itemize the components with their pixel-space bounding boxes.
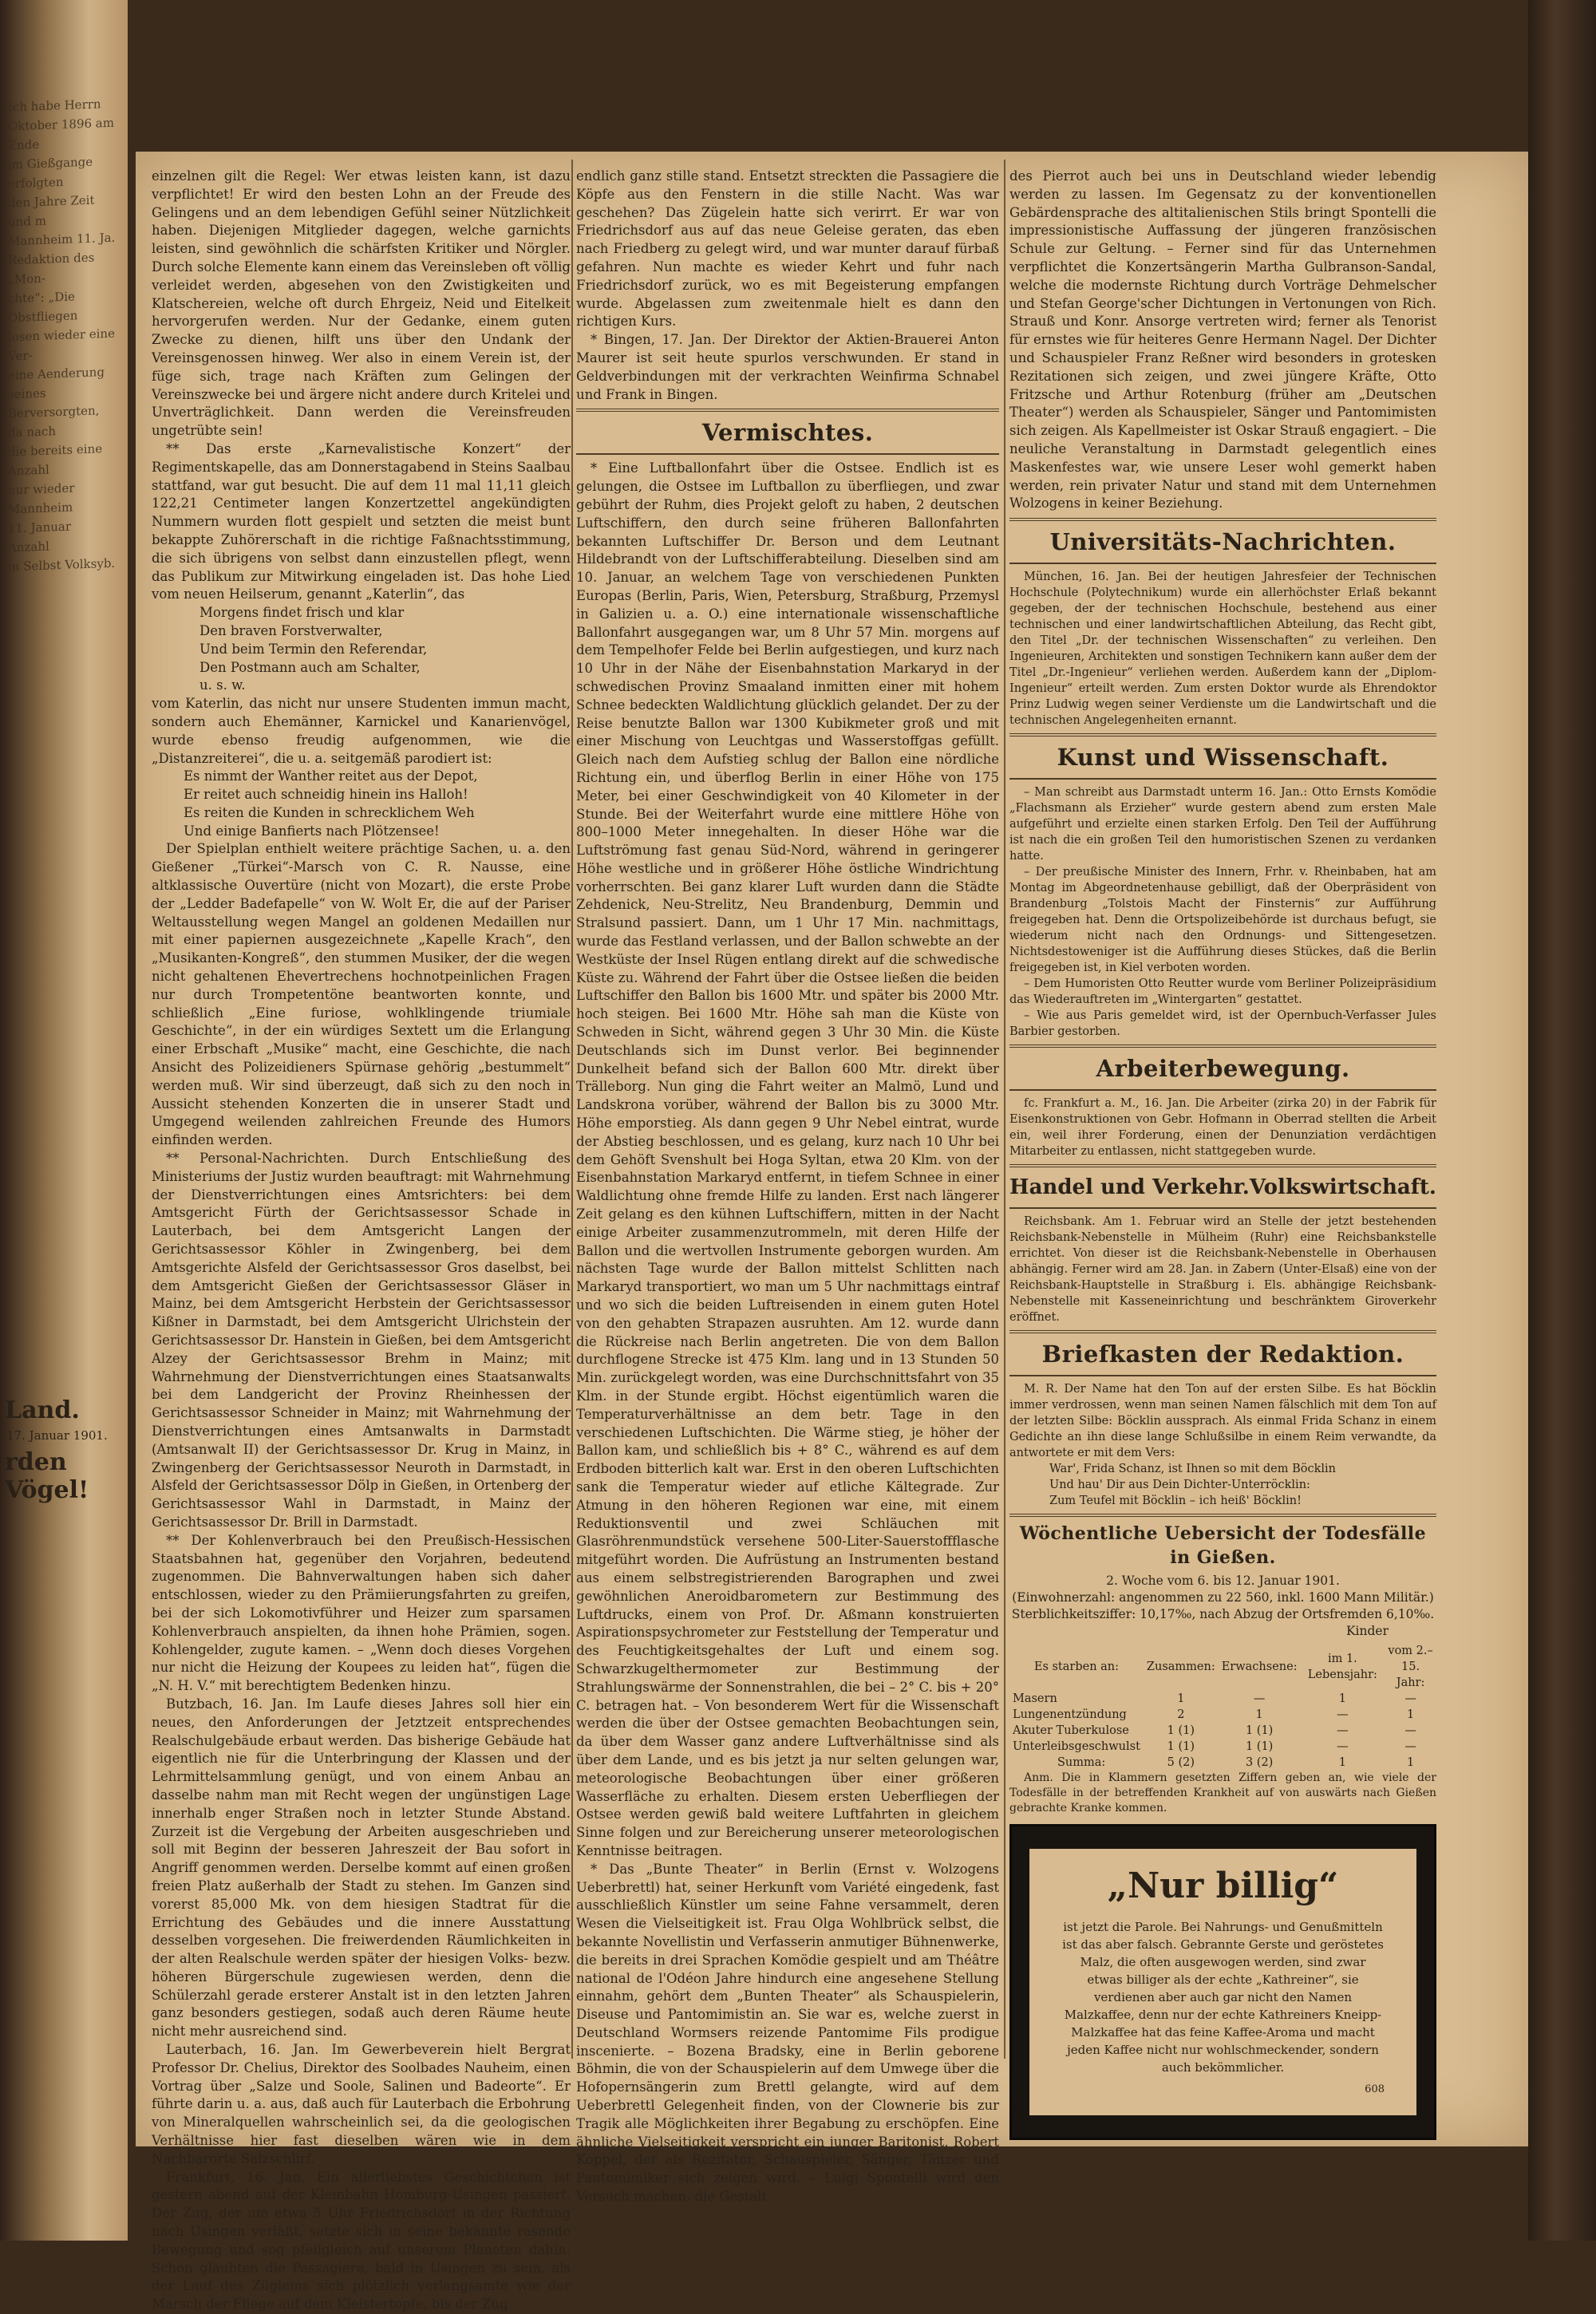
section-heading-universitaet: Universitäts-Nachrichten. bbox=[1049, 528, 1396, 556]
table-cell: 1 bbox=[1338, 1692, 1346, 1706]
section-rule bbox=[1009, 1164, 1436, 1167]
section-heading-arbeiter: Arbeiterbewegung. bbox=[1096, 1055, 1350, 1083]
table-header-cell: Es starben an: bbox=[1033, 1660, 1120, 1674]
table-row bbox=[1009, 1707, 1436, 1723]
left-page-date: 17. Januar 1901. bbox=[6, 1428, 108, 1443]
verse: Es nimmt der Wanther reitet aus der Depot, Er reitet auch schneidig hinein ins Halloh! Es reiten die Kunden in schrecklichem Weh Und einige Banfierts nach Plötzensee! bbox=[184, 768, 478, 839]
table-cell: 1 bbox=[1255, 1708, 1263, 1722]
column-1 bbox=[152, 168, 571, 2312]
todesfaelle-population: (Einwohnerzahl: angenommen zu 22 560, inkl. 1600 Mann Militär.) bbox=[1012, 1590, 1434, 1605]
table-header-cell: im 1. Lebensjahr: bbox=[1307, 1653, 1377, 1682]
table-header-cell: Erwachsene: bbox=[1221, 1660, 1298, 1674]
table-cell: — bbox=[1404, 1740, 1416, 1754]
todesfaelle-table bbox=[1009, 1643, 1436, 1771]
section-heading-volkswirtschaft: Volkswirtschaft. bbox=[1249, 1175, 1436, 1200]
verse: War', Frida Schanz, ist Ihnen so mit dem Böcklin Und hau' Dir aus Dein Dichter-Unterröcklin: Zum Teufel mit Böcklin – ich heiß' Böcklin! bbox=[1049, 1463, 1337, 1508]
article-paragraph: ** Das erste „Karnevalistische Konzert“ der Regimentskapelle, das am Donnerstagabend in Steins Saalbau stattfand, war gut besucht. Die auf dem 11 mal 11,11 gleich 122,21 Centimeter langen Konzertzettel angekündigten Nummern wurden flott gespielt und setzten die meist bunt bekappte Zuhörerschaft in die richtige Faßnachtsstimmung, die sich übrigens von selbst dann einzustellen pflegt, wenn das Publikum zur Mitwirkung eingeladen ist. Das hohe Lied vom neuen Heilserum, genannt „Katerlin“, das bbox=[152, 440, 571, 602]
table-cell: — bbox=[1337, 1724, 1349, 1738]
table-cell: 2 bbox=[1177, 1708, 1185, 1722]
article-paragraph: – Dem Humoristen Otto Reutter wurde vom Berliner Polizeipräsidium das Wiederauftreten im „Wintergarten“ gestattet. bbox=[1009, 977, 1436, 1007]
column-3 bbox=[1009, 168, 1436, 2095]
section-rule bbox=[576, 453, 999, 455]
table-cell: Unterleibsgeschwulst bbox=[1013, 1740, 1140, 1754]
section-rule bbox=[1009, 733, 1436, 736]
section-rule bbox=[1009, 563, 1436, 564]
article-paragraph: Lauterbach, 16. Jan. Im Gewerbeverein hielt Bergrat Professor Dr. Chelius, Direktor des Soolbades Nauheim, einen Vortrag über „Salze und Soole, Salinen und Badeorte“. Er führte darin u. a. aus, daß auch für Lauterbach die Erbohrung von Mineralquellen wahrscheinlich sei, da die geologischen Verhältnisse hier fast dieselben wären wie in dem Nachbarorte Salzschlirf. bbox=[152, 2042, 571, 2166]
section-heading-kunst: Kunst und Wissenschaft. bbox=[1057, 744, 1389, 772]
section-rule bbox=[1009, 1207, 1436, 1209]
table-cell: Akuter Tuberkulose bbox=[1013, 1724, 1129, 1738]
article-paragraph: – Der preußische Minister des Innern, Frhr. v. Rheinbaben, hat am Montag im Abgeordnetenhause gebilligt, daß der Oberpräsident von Brandenburg „Tolstois Macht der Finsternis“ zur Aufführung freigegeben hat. Denn die Ortspolizeibehörde ist durchaus befugt, sie wiederum nicht nach den Ordnungs- und Sittengesetzen. Nichtsdestoweniger ist die Aufführung dieses Stückes, daß die Berlin freigegeben ist, in Kiel verboten worden. bbox=[1009, 866, 1436, 975]
section-rule bbox=[576, 409, 999, 412]
article-paragraph: vom Katerlin, das nicht nur unsere Studenten immun macht, sondern auch Ehemänner, Karnickel und Kanarienvögel, wurde ebenso freudig aufgenommen, wie die „Distanzreiterei“, die u. a. seitgemäß parodiert ist: bbox=[152, 696, 571, 766]
table-cell: 5 (2) bbox=[1167, 1756, 1195, 1770]
section-heading-handel: Handel und Verkehr. bbox=[1009, 1175, 1250, 1200]
todesfaelle-note: Anm. Die in Klammern gesetzten Ziffern geben an, wie viele der Todesfälle in der betreffenden Krankheit auf von auswärts nach Gießen gebrachte Kranke kommen. bbox=[1009, 1771, 1436, 1815]
table-header-cell: Zusammen: bbox=[1146, 1660, 1215, 1674]
article-paragraph: – Wie aus Paris gemeldet wird, ist der Opernbuch-Verfasser Jules Barbier gestorben. bbox=[1009, 1009, 1436, 1039]
article-paragraph: einzelnen gilt die Regel: Wer etwas leisten kann, ist dazu verpflichtet! Er wird den besten Lohn an der Freude des Gelingens und an dem lebendigen Gefühl seiner Nützlichkeit haben. Diejenigen Mitglieder dagegen, welche garnichts leisten, sind gewöhnlich die schärfsten Kritiker und Nörgler. Durch solche Elemente kann einem das Vereinsleben oft völlig verleidet werden, abgesehen von den Zwistigkeiten und Klatschereien, welche oft durch Ehrgeiz, Neid und Eitelkeit hervorgerufen werden. Nur der Gedanke, einem guten Zwecke zu dienen, hilft uns über den Undank der Vereinsgenossen hinweg. Wer also in einem Verein ist, der füge sich, trage nach Kräften zum Gelingen der Vereinszwecke bei und ärgere nicht andere durch Kritelei und Unverträglichkeit. Dann werden die Vereinsfreuden ungetrübte sein! bbox=[152, 168, 571, 439]
table-cell: 1 bbox=[1177, 1692, 1185, 1706]
article-paragraph: Der Spielplan enthielt weitere prächtige Sachen, u. a. den Gießener „Türkei“-Marsch von C. R. Nausse, eine altklassische Ouvertüre (nicht von Mozart), die erste Probe der „Ledder Badefapelle“ von W. Wolt Er, die auf der Pariser Weltausstellung wegen Mangel an goldenen Medaillen nur mit einer papiernen ausgezeichnete „Kapelle Krach“, den „Musikanten-Kongreß“, den stummen Musiker, der die wegen nicht gehaltenen Ehevertrechens hochnotpeinlichen Fragen nur durch Trompetentöne beantworten konnte, und schließlich „Eine furiose, wohlklingende triumiale Geschichte“, in der ein würdiges Sextett um die Erlangung einer Erbschaft „Musike“ macht, eine Geschichte, die nach Ansicht des Polizeidieners Spürnase gehörig „bestummelt“ werden muß. Wir sind überzeugt, daß sich zu den noch in Aussicht stehenden Konzerten die in unserer Stadt und Umgegend weilenden zahlreichen Freunde des Humors einfinden werden. bbox=[152, 841, 571, 1148]
article-paragraph: Reichsbank. Am 1. Februar wird an Stelle der jetzt bestehenden Reichsbank-Nebenstelle in Mülheim (Ruhr) eine Reichsbankstelle errichtet. Von dieser ist die Reichsbank-Nebenstelle in Oberhausen abhängig. Ferner wird am 28. Jan. in Zabern (Unter-Elsaß) eine von der Reichsbank-Hauptstelle in Straßburg i. Els. abhängige Reichsbank-Nebenstelle mit Kasseneinrichtung und beschränktem Giroverkehr eröffnet. bbox=[1009, 1215, 1436, 1325]
table-cell: 1 (1) bbox=[1167, 1724, 1195, 1738]
table-cell: — bbox=[1337, 1708, 1349, 1722]
advertisement-inner bbox=[1029, 1849, 1416, 2115]
article-paragraph: Butzbach, 16. Jan. Im Laufe dieses Jahres soll hier ein neues, den Anforderungen der Jetztzeit entsprechendes Realschulgebäude erbaut werden. Das bisherige Gebäude hat eigentlich nie für die Unterbringung der Klassen und der Lehrmittelsammlung genügt, und von einem Anbau an dasselbe nahm man mit Recht wegen der ungünstigen Lage innerhalb enger Straßen noch in letzter Stunde Abstand. Zurzeit ist die Vergebung der Arbeiten ausgeschrieben und soll mit Beginn der besseren Jahreszeit der Bau sofort in Angriff genommen werden. Derselbe kommt auf einen großen freien Platz außerhalb der Stadt zu stehen. Im Ganzen sind vorerst 85,000 Mk. von dem hiesigen Stadtrat für die Errichtung des Gebäudes und die innere Ausstattung desselben vorgesehen. Die freiwerdenden Räumlichkeiten in der alten Realschule werden später der hiesigen Volks- bezw. höheren Bürgerschule zugewiesen werden, denn die Schülerzahl gerade ersterer Anstalt ist in den letzten Jahren ganz besonders gestiegen, sodaß auch deren Räume heute nicht mehr ausreichend sind. bbox=[152, 1696, 571, 2040]
todesfaelle-rate: Sterblichkeitsziffer: 10,17‰, nach Abzug der Ortsfremden 6,10‰. bbox=[1011, 1607, 1435, 1622]
advertisement-body: ist jetzt die Parole. Bei Nahrungs- und Genußmitteln ist das aber falsch. Gebrannte Gerste und geröstetes Malz, die often ausgewogen werden, sind zwar etwas billiger als der echte „Kathreiner“, sie verdienen aber auch gar nicht den Namen Malzkaffee, denn nur der echte Kathreiners Kneipp-Malzkaffee hat das feine Kaffee-Aroma und macht jeden Kaffee nicht nur wohlschmeckender, sondern auch bekömmlicher. bbox=[1062, 1919, 1384, 2075]
table-cell: 1 bbox=[1406, 1756, 1415, 1770]
verse: Morgens findet frisch und klar Den braven Forstverwalter, Und beim Termin den Referendar, Den Postmann auch am Schalter, u. s. w. bbox=[200, 605, 428, 693]
column-rule bbox=[1004, 160, 1005, 2059]
table-cell: 1 (1) bbox=[1167, 1740, 1195, 1754]
table-cell: — bbox=[1337, 1740, 1349, 1754]
article-paragraph: Frankfurt, 16. Jan. Ein allerliebstes Geschichtchen ist gestern abend auf der Kleinbahn Homburg-Usingen passiert. Der Zug, der um etwa 5 Uhr Friedrichsdorf in der Richtung nach Usingen verläßt, setzte sich in seine bekannte rasende Bewegung und sog pfeilgleich auf unserem Planeten dahin. Schon glaubten die Passagiere, bald in Usingen zu sein, als der Lauf des Zügleins sich plötzlich verlangsamte wie der Marsch der Fliege auf dem Kleistertopfe, bis der Zug bbox=[152, 2169, 571, 2312]
table-row bbox=[1009, 1739, 1436, 1755]
column-2 bbox=[576, 168, 999, 2205]
article-paragraph: – Man schreibt aus Darmstadt unterm 16. Jan.: Otto Ernsts Komödie „Flachsmann als Erzieher“ wurde gestern abend zum ersten Male aufgeführt und erzielte einen starken Erfolg. Den Teil der Aufführung ist nach die ein großen Teil den humoristischen Szenen zu verdanken hatte. bbox=[1009, 786, 1436, 863]
todesfaelle-kinder-label: Kinder bbox=[1345, 1624, 1389, 1639]
table-row bbox=[1009, 1691, 1436, 1707]
section-heading-briefkasten: Briefkasten der Redaktion. bbox=[1041, 1341, 1404, 1368]
table-row-summa bbox=[1009, 1755, 1436, 1771]
section-rule bbox=[1009, 778, 1436, 780]
section-rule bbox=[1009, 1044, 1436, 1048]
table-cell: 1 (1) bbox=[1245, 1740, 1274, 1754]
section-rule bbox=[1009, 518, 1436, 521]
table-header-cell: vom 2.–15. Jahr: bbox=[1388, 1645, 1433, 1690]
table-cell: — bbox=[1404, 1692, 1416, 1706]
article-paragraph: ** Der Kohlenverbrauch bei den Preußisch-Hessischen Staatsbahnen hat, gegenüber den Vorjahren, bedeutend zugenommen. Die Bahnverwaltungen haben sich daher entschlossen, wieder zu den Prämiierungsfahrten zu greifen, bei der sich Lokomotivführer und Heizer zum sparsamen Kohlenverbrauch anspielten, da ihnen hohe Prämien, sogen. Kohlengelder, zugute kamen. – „Wenn doch dieses Vorgehen nur nicht die Heizung der Koupees zu leiden hat“, fügen die „N. H. V.“ mit berechtigtem Bedenken hinzu. bbox=[152, 1532, 571, 1694]
section-heading-handel-row bbox=[1009, 1172, 1436, 1202]
left-page-land-heading: Land. bbox=[5, 1396, 80, 1424]
article-paragraph: fc. Frankfurt a. M., 16. Jan. Die Arbeiter (zirka 20) in der Fabrik für Eisenkonstruktionen von Gebr. Hofmann in Oberrad stellten die Arbeit ein, weil ihrer Forderung, einen der Denunziation verdächtigen Mitarbeiter zu entlassen, nicht stattgegeben wurde. bbox=[1009, 1097, 1436, 1159]
table-cell: — bbox=[1404, 1724, 1416, 1738]
article-paragraph: * Eine Luftballonfahrt über die Ostsee. Endlich ist es gelungen, die Ostsee im Luftballon zu überfliegen, und zwar gebührt der Ruhm, dies Projekt geloft zu haben, 2 deutschen Luftschiffern, den durch seine früheren Ballonfahrten bekannten Luftschiffer Dr. Berson und dem Leutnant Hildebrandt von der Luftschifferabteilung. Dieselben sind am 10. Januar, an welchem Tage von verschiedenen Punkten Europas (Berlin, Paris, Wien, Petersburg, Straßburg, Przemysl in Galizien u. a. O.) eine internationale wissenschaftliche Ballonfahrt ausgegangen war, um 8 Uhr 57 Min. morgens auf dem Tempelhofer Felde bei Berlin aufgestiegen, und kurz nach 10 Uhr in der Nähe der Eisenbahnstation Markaryd in der schwedischen Provinz Smaaland inmitten einer mit hohem Schnee bedeckten Waldlichtung glücklich gelandet. Der zu der Reise benutzte Ballon war 1300 Kubikmeter groß und mit einer Mischung von Leuchtgas und Wasserstoffgas gefüllt. Gleich nach dem Aufstieg schlug der Ballon eine nördliche Richtung ein, und überflog Berlin in einer Höhe von 175 Meter, bei einer Geschwindigkeit von 40 Kilometer in der Stunde. Bei der Weiterfahrt wurde eine mittlere Höhe von 800–1000 Meter innegehalten. In dieser Höhe war die Luftströmung fast genau Süd-Nord, während in geringerer Höhe westliche und in größerer Höhe östliche Windrichtung vorherrschten. Bei ganz klarer Luft wurden dann die Städte Zehdenick, Neu-Strelitz, Neu Brandenburg, Demmin und Stralsund passiert. Dann, um 1 Uhr 17 Min. nachmittags, wurde das Festland verlassen, und der Ballon schwebte an der Westküste der Insel Rügen entlang direkt auf die schwedische Küste zu. Während der Fahrt über die Ostsee ließen die beiden Luftschiffer den Ballon bis 1600 Mtr. und später bis 2000 Mtr. hoch steigen. Bei 1600 Mtr. Höhe sah man die Küste von Schweden in Sicht, während gegen 3 Uhr 30 Min. die Küste Deutschlands sich im Dunst verlor. Bei beginnender Dunkelheit befand sich der Ballon 600 Mtr. direkt über Trälleborg. Nun ging die Fahrt weiter an Malmö, Lund und Landskrona vorüber, während der Ballon bis zu 3000 Mtr. Höhe emporstieg. Als dann gegen 9 Uhr Nebel eintrat, wurde der Abstieg beschlossen, und es gelang, kurz nach 10 Uhr bei dem Gehöft Svenshult bei Hoga Syltan, etwa 20 Klm. von der Eisenbahnstation Markaryd entfernt, in tiefem Schnee in einer Waldlichtung ohne fremde Hilfe zu landen. Erst nach längerer Zeit gelang es den kühnen Luftschiffern, mitten in der Nacht einige Arbeiter zusammenzutrommeln, mit deren Hilfe der Ballon und die wertvollen Instrumente geborgen wurden. Am nächsten Tage wurde der Ballon mittelst Schlitten nach Markaryd transportiert, wo man um 5 Uhr nachmittags eintraf und wo sich die beiden Luftreisenden in einem guten Hotel von den gehabten Strapazen ausruhten. Am 12. wurde dann die Rückreise nach Berlin angetreten. Die von dem Ballon durchflogene Strecke ist 475 Klm. lang und in 13 Stunden 50 Min. zurückgelegt worden, was eine Durchschnittsfahrt von 35 Klm. in der Stunde ergibt. Höchst eigentümlich waren die Temperaturverhältnisse an dem betr. Tage in den verschiedenen Luftschichten. Die Wärme stieg, je höher der Ballon kam, und schließlich bis + 8° C., während es auf dem Erdboden bitterlich kalt war. Erst in den oberen Luftschichten sank die Temperatur wieder auf etliche Kältegrade. Zur Atmung in den höheren Regionen war eine, mit einem Reduktionsventil und zwei Schläuchen mit Glasröhrenmundstück versehene 500-Liter-Sauerstoffflasche mitgeführt worden. Die Aufrüstung an Instrumenten bestand aus einem selbstregistrierenden Barographen und zwei gewöhnlichen Aneroidbarometern zur Bestimmung des Luftdrucks, einem von Prof. Dr. Aßmann konstruierten Aspirationspsychrometer zur Feststellung der Temperatur und des Feuchtigkeitsgehaltes der Luft und einem sog. Schwarzkugelthermometer zur Bestimmung der Strahlungswärme der Sonnenstrahlen, die bei – 2° C. bis + 20° C. betragen hat. – Von besonderem Wert für die Wissenschaft werden die über der Ostsee gemachten Beobachtungen sein, da über dem Wasser ganz andere Luftverhältnisse sind als über dem Lande, und es bis jetzt ja nur selten gelungen war, meteorologische Beobachtungen über einer größeren Wasserfläche zu erhalten. Diesem ersten Ueberfliegen der Ostsee werden gewiß bald weitere Luftfahrten in gleichem Sinne folgen und zur Bereicherung unserer meteorologischen Kenntnisse beitragen. bbox=[576, 460, 999, 1858]
left-page-fragment-text: Ich habe Herrn Oktober 1896 am Ende im Gießgange erfolgten den Jahre Zeit und m Mannheim 11. Ja. Redaktion des „Mon- chte“: „Die Obstfliegen losen wieder eine Ver- eine Aenderung seines Berversorgten, da nach die bereits eine Anzahl nur wieder Mannheim 11. Januar Anzahl in Selbst Volksyb. bbox=[8, 97, 116, 575]
table-cell: 1 bbox=[1338, 1756, 1346, 1770]
table-cell: — bbox=[1253, 1692, 1266, 1706]
article-paragraph: * Das „Bunte Theater“ in Berlin (Ernst v. Wolzogens Ueberbrettl) hat, seiner Herkunft vom Variété eingedenk, fast ausschließlich Künstler um seine Fahne versammelt, deren Wesen die Vielseitigkeit ist. Frau Olga Wohlbrück selbst, die bekannte Novellistin und Verfasserin anmutiger Bühnenwerke, die bereits in drei Sprachen Komödie gespielt und am Théâtre national de l'Odéon Jahre hindurch eine angesehene Stellung einnahm, gehört dem „Bunten Theater“ als Schauspielerin, Diseuse und Pantomimistin an. Sie war es, welche zuerst in Deutschland Wormsers reizende Pantomime Fils prodigue inscenierte. – Bozena Bradsky, eine in Berlin geborene Böhmin, die von der Schauspielerin auf dem Umwege über die Hofopernsängerin zum Brettl gelangte, wird auf dem Ueberbrettl Gelegenheit finden, von der Clownerie bis zur Tragik alle Möglichkeiten ihrer Begabung zu erschöpfen. Eine ähnliche Vielseitigkeit verspricht ein junger Baritonist, Robert Koppel, der als Rezitator, Schauspieler, Sänger, Tänzer und Pantomimiker sich zeigen wird. – Luigi Spontelli wird den Versuch machen, die Gestalt bbox=[576, 1861, 999, 2205]
book-spine bbox=[1528, 0, 1596, 2241]
table-cell: Lungenentzündung bbox=[1013, 1708, 1127, 1722]
column-rule bbox=[571, 160, 573, 2059]
section-rule bbox=[1009, 1514, 1436, 1517]
article-paragraph: München, 16. Jan. Bei der heutigen Jahresfeier der Technischen Hochschule (Polytechnikum) wurde ein allerhöchster Erlaß bekannt gegeben, der der technischen Hochschule, bestehend aus einer technischen und einer landwirtschaftlichen Abteilung, das Recht gibt, den Titel „Dr. der technischen Wissenschaften“ zu verleihen. Den Ingenieuren, Architekten und sonstigen Technikern kann außer dem der Titel „Dr.-Ingenieur“ verliehen werden. Außerdem kann der „Diplom-Ingenieur“ erteilt werden. Zum ersten Doktor wurde als Ehrendoktor Prinz Ludwig wegen seiner Verdienste um die Landwirtschaft und die technischen Angelegenheiten ernannt. bbox=[1009, 571, 1436, 728]
table-header-row bbox=[1009, 1643, 1436, 1691]
section-rule bbox=[1009, 1089, 1436, 1091]
left-page-voegel-heading: rden Vögel! bbox=[5, 1448, 89, 1504]
section-rule bbox=[1009, 1330, 1436, 1333]
advertisement-number: 608 bbox=[1365, 2083, 1385, 2095]
table-cell: 1 (1) bbox=[1245, 1724, 1274, 1738]
table-cell: Summa: bbox=[1057, 1756, 1106, 1770]
table-cell: 1 bbox=[1406, 1708, 1415, 1722]
article-paragraph: des Pierrot auch bei uns in Deutschland wieder lebendig werden zu lassen. Im Gegensatz zu der konventionellen Gebärdensprache des altitalienischen Stils bringt Spontelli die impressionistische Auffassung der jüngeren französischen Schule zur Geltung. – Ferner sind für das Unternehmen verpflichtet die Konzertsängerin Martha Gulbranson-Sandal, welche die modernste Richtung durch Vorträge Dehmelscher und Stefan George'scher Dichtungen in Vertonungen von Rich. Strauß und Konr. Ansorge vertreten wird; ferner als Tenorist für ernstes wie für heiteres Genre Hermann Nagel. Der Dichter und Schauspieler Franz Reßner wird besonders in grotesken Rezitationen sich zeigen, und zwei jüngere Kräfte, Otto Fritzsche und Arthur Rotenburg (früher am „Deutschen Theater“) werden als Schauspieler, Sänger und Pantomimisten sich zeigen. Als Kapellmeister ist Oskar Strauß engagiert. – Die neuliche Veranstaltung in Darmstadt gelegentlich eines Maskenfestes war, wie unsere Leser wohl gemerkt haben werden, rein privater Natur und stand mit dem Unternehmen Wolzogens in keiner Beziehung. bbox=[1009, 168, 1436, 511]
article-paragraph: * Bingen, 17. Jan. Der Direktor der Aktien-Brauerei Anton Maurer ist seit heute spurlos verschwunden. Er stand in Geldverbindungen mit der verkrachten Weinfirma Schnabel und Frank in Bingen. bbox=[576, 332, 999, 402]
advertisement-box bbox=[1009, 1824, 1436, 2140]
section-rule bbox=[1009, 1375, 1436, 1376]
section-heading-vermischtes: Vermischtes. bbox=[701, 419, 874, 447]
article-paragraph: ** Personal-Nachrichten. Durch Entschließung des Ministeriums der Justiz wurden beauftragt: mit Wahrnehmung der Dienstverrichtungen eines Amtsrichters: bei dem Amtsgericht Fürth der Gerichtsassessor Schade in Lauterbach, bei dem Amtsgericht Langen der Gerichtsassessor Köhler in Zwingenberg, bei dem Amtsgerichte Alsfeld der Gerichtsassessor Gros daselbst, bei dem Amtsgericht Gießen der Gerichtsassessor Gläser in Mainz, bei dem Amtsgericht Herbstein der Gerichtsassessor Kißner in Darmstadt, bei dem Amtsgericht Ulrichstein der Gerichtsassessor Dr. Hanstein in Gießen, bei dem Amtsgericht Alzey der Gerichtsassessor Brehm in Mainz; mit Wahrnehmung der Dienstverrichtungen eines Staatsanwalts bei dem Landgericht der Provinz Rheinhessen der Gerichtsassessor Schneider in Mainz; mit Wahrnehmung der Dienstverrichtungen eines Amtsanwalts in Darmstadt (Amtsanwalt II) der Gerichtsassessor Dr. Krug in Mainz, in Zwingenberg der Gerichtsassessor Neuroth in Darmstadt, in Alsfeld der Gerichtsassessor Dölp in Gießen, in Ortenberg der Gerichtsassessor Wahl in Darmstadt, in Mainz der Gerichtsassessor Dr. Brill in Darmstadt. bbox=[152, 1151, 571, 1530]
table-cell: Masern bbox=[1013, 1692, 1057, 1706]
article-paragraph: endlich ganz stille stand. Entsetzt streckten die Passagiere die Köpfe aus den Fenstern in die stille Nacht. Was war geschehen? Das Zügelein hatte sich verirrt. Er war von Friedrichsdorf aus auf das neue Geleise geraten, das eben nach Friedberg zu gelegt wird, und war munter darauf fürbaß gefahren. Nun machte es wieder Kehrt und fuhr nach Friedrichsdorf zurück, wo es mit Begeisterung empfangen wurde. Abgelassen zum zweitenmale hielt es dann den richtigen Kurs. bbox=[576, 168, 999, 330]
left-adjacent-page bbox=[0, 0, 128, 2241]
article-paragraph: M. R. Der Name hat den Ton auf der ersten Silbe. Es hat Böcklin immer verdrossen, wenn man seinen Namen fälschlich mit dem Ton auf der letzten Silbe: Böcklin aussprach. Als einmal Frida Schanz in einem Gedichte an ihn diese lange Schlußsilbe in einem Reim verwandte, da antwortete er mit dem Vers: bbox=[1009, 1383, 1436, 1460]
section-heading-todesfaelle: Wöchentliche Uebersicht der Todesfälle in Gießen. bbox=[1019, 1523, 1427, 1569]
todesfaelle-week: 2. Woche vom 6. bis 12. Januar 1901. bbox=[1106, 1574, 1340, 1589]
advertisement-title: „Nur billig“ bbox=[1107, 1866, 1339, 1907]
table-row bbox=[1009, 1723, 1436, 1739]
table-cell: 3 (2) bbox=[1245, 1756, 1274, 1770]
